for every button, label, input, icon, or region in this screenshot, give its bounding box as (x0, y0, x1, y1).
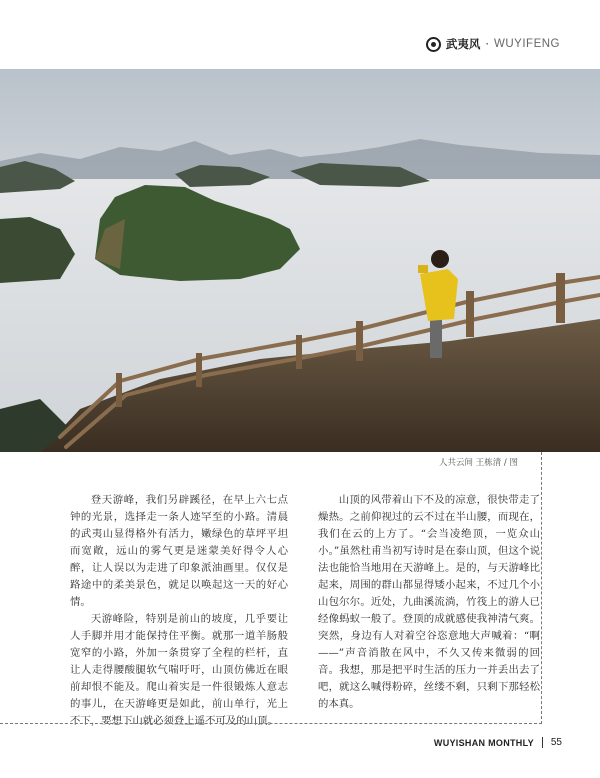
page-footer (434, 737, 562, 748)
article-column-right (318, 492, 540, 713)
circle-logo-icon (426, 37, 441, 52)
mountain-sea-of-clouds-photo (0, 69, 600, 452)
footer-separator (542, 737, 543, 748)
article-paragraph: 登天游峰，我们另辟蹊径，在早上六七点钟的光景，选择走一条人迹罕至的小路。清晨的武夷山显得格外有活力，嫩绿色的草坪平坦而宽敞，远山的雾气更是迷蒙美好得令人心醉，让人误以为走进了印象派油画里。仅仅是路途中的柔美景色，就足以唤起这一天的好心情。 (70, 494, 288, 608)
page-header (426, 36, 560, 52)
article-column-left (70, 492, 288, 730)
photo-caption: 人共云间 王栋清 / 图 (439, 458, 518, 468)
page-number: 55 (550, 737, 562, 748)
article-paragraph: 山顶的风带着山下不及的凉意，很快带走了燥热。之前仰视过的云不过在半山腰，而现在，我们在云的上方了。“会当凌绝顶，一览众山小。”虽然杜甫当初写诗时是在泰山顶，但这个说法也能恰当地用在天游峰上。是的，与天游峰比起来，周围的群山都显得矮小起来，不过几个小山包尔尔。近处，九曲溪流淌，竹筏上的游人已经像蚂蚁一般了。登顶的成就感使我神清气爽。突然，身边有人对着空谷恣意地大声喊着：“啊——”声音消散在风中，不久又传来微弱的回音。我想，那是把平时生活的压力一并丢出去了吧，就这么喊得粉碎，丝缕不剩，只剩下那轻松的本真。 (318, 494, 540, 710)
article-paragraph: 天游峰险，特别是前山的坡度，几乎要让人手脚并用才能保持住平衡。就那一道羊肠般宽窄的小路，外加一条贯穿了全程的栏杆，直让人走得腰酸腿软气喘吁吁，山顶仿佛近在眼前却恨不能及。爬山着实是一件很锻炼人意志的事儿，在天游峰更是如此，前山单行，光上不下，要想下山就必须登上遥不可及的山顶。 (70, 613, 288, 727)
brand-separator: · (485, 37, 490, 51)
dashed-divider-vertical (541, 452, 542, 724)
brand-name-cn: 武夷风 (445, 37, 481, 51)
magazine-name: WUYISHAN MONTHLY (433, 737, 534, 748)
dashed-divider-horizontal (0, 723, 542, 724)
brand-name-en: WUYIFENG (494, 38, 560, 50)
